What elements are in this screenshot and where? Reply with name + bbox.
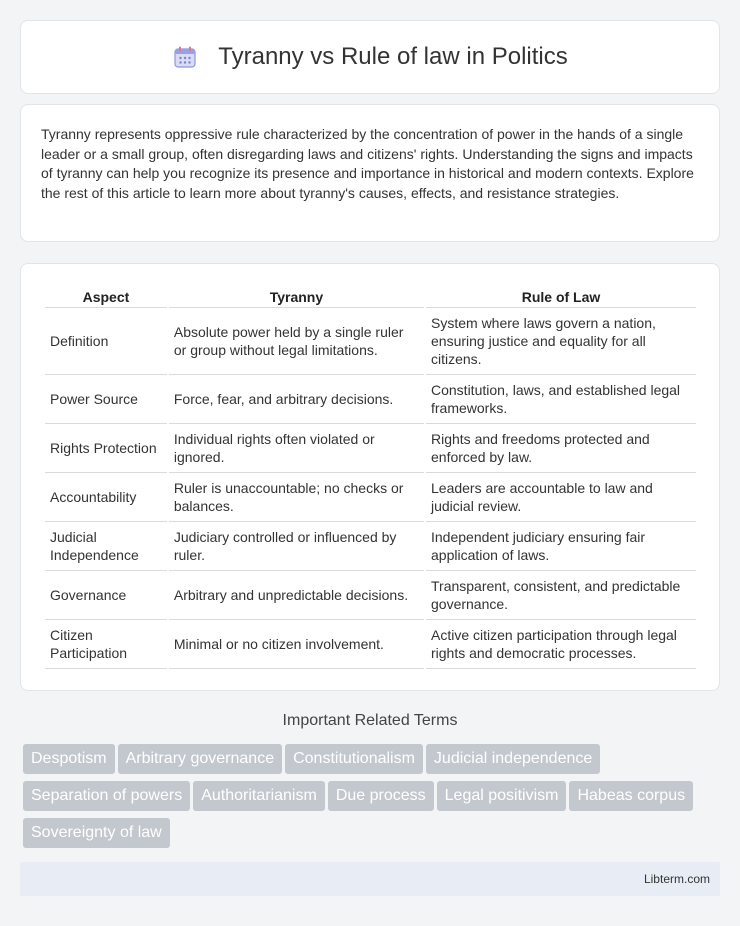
table-row bbox=[45, 375, 696, 424]
cell-aspect: Citizen Participation bbox=[45, 620, 167, 669]
cell-rule-of-law: Leaders are accountable to law and judicial review. bbox=[426, 473, 696, 522]
cell-rule-of-law: System where laws govern a nation, ensuring justice and equality for all citizens. bbox=[426, 308, 696, 375]
table-header-row bbox=[45, 284, 696, 308]
tag-sovereignty-of-law[interactable]: Sovereignty of law bbox=[23, 818, 170, 848]
cell-aspect: Rights Protection bbox=[45, 424, 167, 473]
page-title: Tyranny vs Rule of law in Politics bbox=[218, 43, 568, 70]
tag-constitutionalism[interactable]: Constitutionalism bbox=[285, 744, 423, 774]
table-row bbox=[45, 522, 696, 571]
cell-rule-of-law: Rights and freedoms protected and enforced by law. bbox=[426, 424, 696, 473]
cell-aspect: Definition bbox=[45, 308, 167, 375]
tag-judicial-independence[interactable]: Judicial independence bbox=[426, 744, 600, 774]
tag-legal-positivism[interactable]: Legal positivism bbox=[437, 781, 567, 811]
cell-rule-of-law: Constitution, laws, and established legal frameworks. bbox=[426, 375, 696, 424]
tag-despotism[interactable]: Despotism bbox=[23, 744, 115, 774]
cell-aspect: Governance bbox=[45, 571, 167, 620]
header-tyranny: Tyranny bbox=[169, 284, 424, 308]
intro-card bbox=[20, 104, 720, 242]
footer bbox=[20, 862, 720, 896]
cell-aspect: Accountability bbox=[45, 473, 167, 522]
tag-separation-of-powers[interactable]: Separation of powers bbox=[23, 781, 190, 811]
tag-due-process[interactable]: Due process bbox=[328, 781, 434, 811]
tag-authoritarianism[interactable]: Authoritarianism bbox=[193, 781, 325, 811]
cell-tyranny: Force, fear, and arbitrary decisions. bbox=[169, 375, 424, 424]
cell-tyranny: Individual rights often violated or ignored. bbox=[169, 424, 424, 473]
cell-tyranny: Absolute power held by a single ruler or group without legal limitations. bbox=[169, 308, 424, 375]
cell-rule-of-law: Active citizen participation through legal rights and democratic processes. bbox=[426, 620, 696, 669]
table-row bbox=[45, 620, 696, 669]
header-rule-of-law: Rule of Law bbox=[426, 284, 696, 308]
tag-arbitrary-governance[interactable]: Arbitrary governance bbox=[118, 744, 283, 774]
cell-aspect: Power Source bbox=[45, 375, 167, 424]
cell-tyranny: Ruler is unaccountable; no checks or balances. bbox=[169, 473, 424, 522]
cell-rule-of-law: Independent judiciary ensuring fair application of laws. bbox=[426, 522, 696, 571]
table-row bbox=[45, 473, 696, 522]
header-aspect: Aspect bbox=[45, 284, 167, 308]
related-terms-list bbox=[23, 744, 723, 855]
related-terms-heading: Important Related Terms bbox=[282, 712, 458, 729]
title-card bbox=[20, 20, 720, 94]
table-row bbox=[45, 424, 696, 473]
table-row bbox=[45, 308, 696, 375]
cell-tyranny: Judiciary controlled or influenced by ruler. bbox=[169, 522, 424, 571]
comparison-card bbox=[20, 263, 720, 691]
table-row bbox=[45, 571, 696, 620]
cell-aspect: Judicial Independence bbox=[45, 522, 167, 571]
cell-rule-of-law: Transparent, consistent, and predictable governance. bbox=[426, 571, 696, 620]
calendar-icon bbox=[172, 44, 198, 70]
footer-site-link[interactable]: Libterm.com bbox=[643, 872, 710, 886]
cell-tyranny: Minimal or no citizen involvement. bbox=[169, 620, 424, 669]
comparison-table bbox=[43, 284, 698, 669]
cell-tyranny: Arbitrary and unpredictable decisions. bbox=[169, 571, 424, 620]
tag-habeas-corpus[interactable]: Habeas corpus bbox=[569, 781, 693, 811]
intro-paragraph: Tyranny represents oppressive rule characterized by the concentration of power in the hands of a single leader or a small group, often disregarding laws and citizens' rights. Understanding the signs and impacts of tyranny can help you recognize its presence and importance in historical and modern contexts. Explore the rest of this article to learn more about tyranny's causes, effects, and resistance strategies. bbox=[41, 126, 694, 201]
title-row bbox=[172, 43, 567, 71]
